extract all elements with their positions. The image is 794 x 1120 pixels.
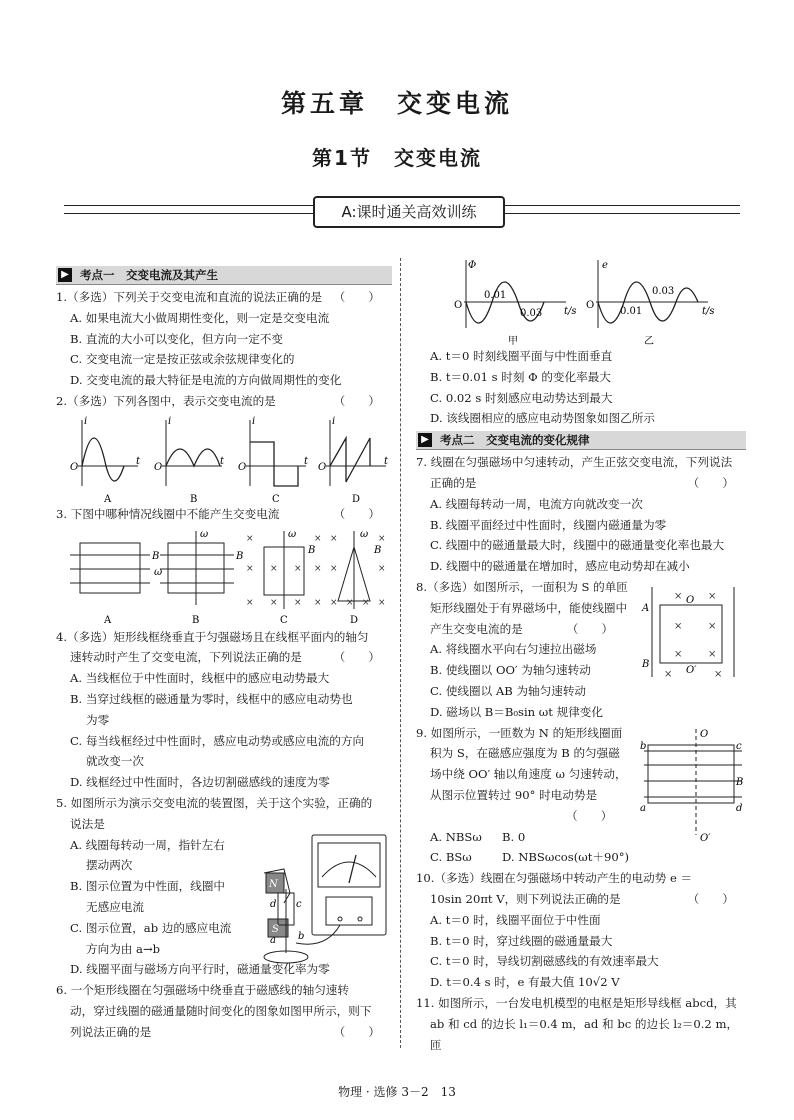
q10-stem-1: 10.（多选）线圈在匀强磁场中转动产生的电动势 e ＝: [416, 871, 693, 886]
q1-option-b: B. 直流的大小可以变化，但方向一定不变: [70, 331, 283, 346]
q8-option-b: B. 使线圈以 OO′ 为轴匀速转动: [430, 663, 591, 678]
q5-option-a: A. 线圈每转动一周，指针左右: [70, 837, 225, 852]
graph1-tick-003: 0.03: [520, 308, 543, 319]
q1-option-a: A. 如果电流大小做周期性变化，则一定是交变电流: [70, 310, 330, 325]
omega-label-d: ω: [360, 528, 369, 540]
q9-axis-o: O: [700, 728, 709, 740]
axis-t-a: t: [136, 455, 141, 467]
field-x-mark: ×: [270, 563, 278, 574]
graph2-time-axis: t/s: [702, 306, 715, 317]
field-x-mark: ×: [314, 533, 322, 544]
coil-label-c: C: [280, 614, 288, 626]
q2-stem: 2.（多选）下列各图中，表示交变电流的是 （ ）: [56, 393, 380, 408]
axis-t-c: t: [304, 455, 309, 467]
field-label-d: B: [374, 544, 382, 556]
q11-stem-1: 11. 如图所示，一台发电机模型的电枢是矩形导线框 abcd，其: [416, 995, 737, 1010]
coil-b-label: b: [298, 930, 305, 942]
field-x-mark: ×: [378, 563, 386, 574]
q9-paren: （ ）: [566, 808, 613, 823]
svg-text:×: ×: [674, 648, 683, 660]
q4-option-b-cont: 为零: [86, 712, 110, 727]
graph-phi-label: Φ: [468, 260, 477, 271]
field-x-mark: ×: [330, 597, 338, 608]
coil-a-label: a: [270, 934, 276, 946]
field-label-b: B: [236, 550, 244, 562]
chapter-title: 第五章 交变电流: [280, 89, 513, 118]
q4-option-c: C. 每当线框经过中性面时，感应电动势或感应电流的方向: [70, 733, 365, 748]
field-x-mark: ×: [270, 597, 278, 608]
coil-d-label: d: [270, 898, 277, 910]
q5-apparatus-figure: [256, 833, 392, 981]
q11-stem-2: ab 和 cd 的边长 l₁＝0.4 m，ad 和 bc 的边长 l₂＝0.2 m，匝: [430, 1016, 739, 1052]
svg-text:×: ×: [708, 590, 717, 602]
magnet-n-label: N: [269, 878, 278, 890]
q8-point-oprime: O′: [686, 664, 697, 676]
topic1-label: 考点一 交变电流及其产生: [80, 268, 218, 282]
origin-a: O: [70, 461, 79, 473]
q4-stem-1: 4.（多选）矩形线框绕垂直于匀强磁场且在线框平面内的轴匀: [56, 629, 369, 644]
right-column: [416, 254, 746, 1055]
q10-option-b: B. t＝0 时，穿过线圈的磁通量最大: [430, 933, 613, 948]
svg-text:×: ×: [674, 620, 683, 632]
q6-option-a: A. t＝0 时刻线圈平面与中性面垂直: [430, 349, 613, 363]
q8-option-d: D. 磁场以 B＝B₀sin ωt 规律变化: [430, 704, 603, 719]
q8-figure: [640, 583, 744, 681]
origin-b: O: [154, 461, 163, 473]
q10-option-d: D. t＝0.4 s 时，e 有最大值 10√2 V: [430, 975, 620, 990]
origin-d: O: [318, 461, 327, 473]
topic2-label: 考点二 交变电流的变化规律: [440, 433, 590, 448]
field-x-mark: ×: [362, 597, 370, 608]
coil-label-a: A: [104, 614, 112, 626]
field-x-mark: ×: [294, 597, 302, 608]
q4-stem-2: 速转动时产生了交变电流，下列说法正确的是 （ ）: [70, 650, 380, 665]
field-x-mark: ×: [330, 563, 338, 574]
q5-option-b: B. 图示位置为中性面，线圈中: [70, 879, 226, 894]
section-banner: A:课时通关高效训练: [313, 196, 505, 228]
graph1-time-axis: t/s: [564, 306, 577, 317]
q9-corner-c: c: [736, 740, 742, 752]
arrow-icon: ▶: [58, 268, 72, 282]
q4-option-a: A. 当线框位于中性面时，线框中的感应电动势最大: [70, 671, 330, 686]
q4-option-b: B. 当穿过线框的磁通量为零时，线框中的感应电动势也: [70, 691, 353, 706]
q8-option-c: C. 使线圈以 AB 为轴匀速转动: [430, 683, 587, 698]
q8-point-a: A: [642, 602, 650, 614]
q9-figure: [638, 725, 746, 843]
section-header-topic2: [416, 431, 746, 450]
q3-coils-figure: [56, 525, 392, 627]
q4-option-d: D. 线框经过中性面时，各边切割磁感线的速度为零: [70, 775, 330, 790]
svg-text:×: ×: [674, 590, 683, 602]
q5-stem-2: 说法是: [70, 816, 105, 831]
field-x-mark: ×: [314, 563, 322, 574]
q7-option-c: C. 线圈中的磁通量最大时，线圈中的磁通量变化率也最大: [430, 538, 725, 553]
omega-label-b: ω: [200, 528, 209, 540]
q9-stem-4: 从图示位置转过 90° 时电动势是: [430, 787, 598, 802]
q9-axis-oprime: O′: [700, 832, 711, 843]
q9-corner-b: b: [640, 740, 647, 752]
omega-label-c: ω: [288, 528, 297, 540]
magnet-s-label: S: [272, 923, 279, 935]
field-x-mark: ×: [378, 597, 386, 608]
column-divider: [400, 258, 401, 1048]
q1-option-d: D. 交变电流的最大特征是电流的方向做周期性的变化: [70, 373, 342, 388]
q2-graphs-figure: [56, 412, 392, 504]
q7-option-b: B. 线圈平面经过中性面时，线圈内磁通量为零: [430, 517, 667, 532]
coil-label-d: D: [350, 614, 359, 626]
graph2-origin: O: [586, 300, 595, 311]
graph1-origin: O: [454, 300, 463, 311]
q9-stem-3: 场中绕 OO′ 轴以角速度 ω 匀速转动，: [430, 767, 627, 782]
q9-corner-a: a: [640, 802, 646, 814]
q10-option-c: C. t＝0 时，导线切割磁感线的有效速率最大: [430, 954, 659, 969]
field-x-mark: ×: [246, 597, 254, 608]
q10-option-a: A. t＝0 时，线圈平面位于中性面: [430, 912, 601, 927]
q6-stem-2: 动，穿过线圈的磁通量随时间变化的图象如图甲所示，则下: [70, 1003, 372, 1018]
caption-yi: 乙: [644, 336, 654, 346]
q9-options-cd: C. BSω D. NBSωcos(ωt＋90°): [430, 850, 630, 865]
q5-option-a-cont: 摆动两次: [86, 858, 133, 873]
page-footer: 物理 · 选修 3－2 13: [338, 1085, 456, 1099]
axis-t-b: t: [220, 455, 225, 467]
axis-i-a: i: [84, 415, 88, 427]
q9-stem-1: 9. 如图所示，一匝数为 N 的矩形线圈面: [416, 725, 623, 740]
svg-text:×: ×: [708, 620, 717, 632]
q9-corner-d: d: [736, 802, 743, 814]
left-column: [56, 264, 392, 1043]
q7-option-a: A. 线圈每转动一周，电流方向就改变一次: [430, 496, 643, 511]
q6-flux-emf-graphs: [416, 254, 746, 346]
graph2-tick-003: 0.03: [652, 286, 675, 297]
q7-stem-2: 正确的是 （ ）: [430, 475, 734, 490]
field-label-a: B: [152, 550, 160, 562]
arrow-icon: ▶: [418, 433, 432, 447]
q1-option-c: C. 交变电流一定是按正弦或余弦规律变化的: [70, 352, 295, 367]
q8-option-a: A. 将线圈水平向右匀速拉出磁场: [430, 642, 597, 657]
section-header-topic1: [56, 266, 392, 285]
svg-text:×: ×: [664, 668, 673, 680]
graph-label-a: A: [104, 493, 112, 504]
field-x-mark: ×: [330, 533, 338, 544]
section-title: 第1节 交变电流: [312, 146, 482, 170]
graph2-tick-001: 0.01: [620, 306, 643, 317]
field-x-mark: ×: [246, 563, 254, 574]
q5-option-c-cont: 方向为由 a→b: [86, 941, 161, 956]
q10-stem-2: 10sin 20πt V，则下列说法正确的是 （ ）: [430, 891, 734, 906]
q7-option-d: D. 线圈中的磁通量在增加时，感应电动势却在减小: [430, 559, 690, 574]
q6-option-d: D. 该线圈相应的感应电动势图象如图乙所示: [430, 411, 655, 426]
field-x-mark: ×: [314, 597, 322, 608]
q8-stem-1: 8.（多选）如图所示，一面积为 S 的单匝: [416, 579, 628, 594]
q6-option-c: C. 0.02 s 时刻感应电动势达到最大: [430, 390, 613, 405]
q6-stem-1: 6. 一个矩形线圈在匀强磁场中绕垂直于磁感线的轴匀速转: [56, 983, 349, 998]
q7-stem-1: 7. 线圈在匀强磁场中匀速转动，产生正弦交变电流，下列说法: [416, 455, 733, 470]
q5-option-c: C. 图示位置，ab 边的感应电流: [70, 920, 232, 935]
axis-t-d: t: [384, 455, 389, 467]
q8-point-o: O: [686, 594, 695, 606]
svg-text:×: ×: [708, 648, 717, 660]
q5-option-d: D. 线圈平面与磁场方向平行时，磁通量变化率为零: [70, 962, 330, 977]
graph-label-d: D: [352, 493, 361, 504]
coil-c-label: c: [296, 898, 302, 910]
omega-label-a: ω: [154, 566, 163, 578]
q9-stem-2: 积为 S，在磁感应强度为 B 的匀强磁: [430, 746, 620, 761]
axis-i-c: i: [252, 415, 256, 427]
graph-label-c: C: [272, 493, 280, 504]
graph-e-label: e: [602, 260, 608, 271]
q8-stem-3: 产生交变电流的是 （ ）: [430, 621, 614, 636]
q6-stem-3: 列说法正确的是 （ ）: [70, 1024, 380, 1039]
q5-option-b-cont: 无感应电流: [86, 899, 144, 914]
q9-options-ab: A. NBSω B. 0: [430, 829, 526, 844]
axis-i-d: i: [332, 415, 336, 427]
q5-stem-1: 5. 如图所示为演示交变电流的装置图，关于这个实验，正确的: [56, 795, 373, 810]
q1-stem: 1.（多选）下列关于交变电流和直流的说法正确的是 （ ）: [56, 290, 380, 304]
q8-stem-2: 矩形线圈处于有界磁场中，能使线圈中: [430, 600, 628, 615]
q4-option-c-cont: 就改变一次: [86, 754, 144, 769]
q6-option-b: B. t＝0.01 s 时刻 Φ 的变化率最大: [430, 369, 611, 384]
field-x-mark: ×: [346, 597, 354, 608]
q9-field-b: B: [736, 776, 744, 788]
axis-i-b: i: [168, 415, 172, 427]
graph-label-b: B: [190, 493, 198, 504]
coil-label-b: B: [192, 614, 200, 626]
caption-jia: 甲: [508, 336, 518, 346]
q3-stem: 3. 下图中哪种情况线圈中不能产生交变电流 （ ）: [56, 506, 380, 521]
origin-c: O: [238, 461, 247, 473]
q8-point-b: B: [642, 658, 650, 670]
field-x-mark: ×: [294, 563, 302, 574]
field-x-mark: ×: [246, 533, 254, 544]
svg-text:×: ×: [714, 668, 723, 680]
field-x-mark: ×: [378, 533, 386, 544]
field-label-c: B: [308, 544, 316, 556]
graph1-tick-001: 0.01: [484, 290, 507, 301]
